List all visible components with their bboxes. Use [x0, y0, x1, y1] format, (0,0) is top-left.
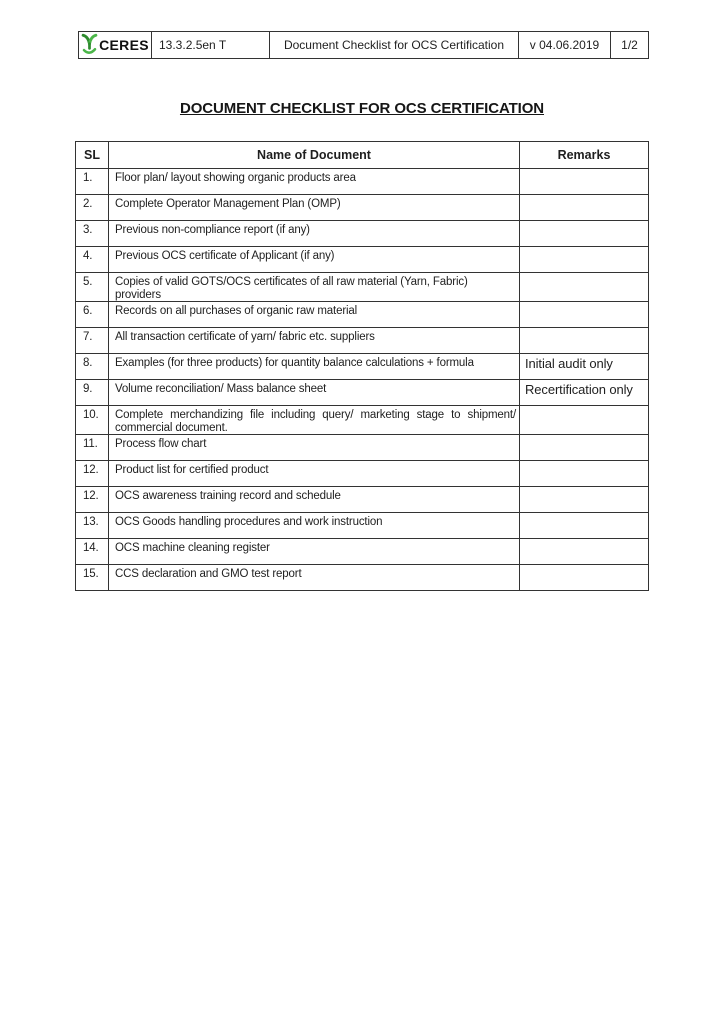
checklist-header-row — [76, 142, 649, 169]
table-row — [76, 487, 649, 513]
header-row — [79, 32, 649, 59]
row-serial-number: 3. — [76, 221, 109, 247]
document-version: v 04.06.2019 — [519, 32, 611, 59]
row-serial-number: 13. — [76, 513, 109, 539]
table-row — [76, 354, 649, 380]
table-row — [76, 328, 649, 354]
row-remarks — [520, 302, 649, 328]
row-document-name: Volume reconciliation/ Mass balance sheet — [109, 380, 520, 406]
page-title: DOCUMENT CHECKLIST FOR OCS CERTIFICATION — [179, 100, 545, 117]
column-header-name: Name of Document — [109, 142, 520, 169]
row-remarks — [520, 565, 649, 591]
row-document-name: OCS awareness training record and schedule — [109, 487, 520, 513]
document-header-table — [78, 31, 649, 59]
row-document-name: CCS declaration and GMO test report — [109, 565, 520, 591]
row-document-name: Complete Operator Management Plan (OMP) — [109, 195, 520, 221]
row-remarks — [520, 435, 649, 461]
row-serial-number: 15. — [76, 565, 109, 591]
row-remarks — [520, 247, 649, 273]
row-serial-number: 1. — [76, 169, 109, 195]
table-row — [76, 539, 649, 565]
row-remarks: Recertification only — [520, 380, 649, 406]
table-row — [76, 461, 649, 487]
row-document-name: All transaction certificate of yarn/ fabric etc. suppliers — [109, 328, 520, 354]
table-row — [76, 273, 649, 302]
row-document-name: Previous non-compliance report (if any) — [109, 221, 520, 247]
table-row — [76, 247, 649, 273]
row-serial-number: 8. — [76, 354, 109, 380]
checklist-table — [75, 141, 649, 591]
row-remarks — [520, 487, 649, 513]
ceres-logo — [81, 33, 149, 57]
table-row — [76, 435, 649, 461]
row-remarks — [520, 273, 649, 302]
row-document-name: OCS machine cleaning register — [109, 539, 520, 565]
row-remarks — [520, 169, 649, 195]
row-document-name: OCS Goods handling procedures and work instruction — [109, 513, 520, 539]
document-header-title: Document Checklist for OCS Certification — [270, 32, 519, 59]
row-serial-number: 9. — [76, 380, 109, 406]
table-row — [76, 513, 649, 539]
logo-cell — [79, 32, 152, 59]
row-serial-number: 4. — [76, 247, 109, 273]
row-remarks — [520, 461, 649, 487]
row-document-name: Complete merchandizing file including query/ marketing stage to shipment/ commercial document. — [109, 406, 520, 435]
row-remarks — [520, 406, 649, 435]
row-document-name: Floor plan/ layout showing organic products area — [109, 169, 520, 195]
document-number: 13.3.2.5en T — [152, 32, 270, 59]
row-document-name: Previous OCS certificate of Applicant (if any) — [109, 247, 520, 273]
table-row — [76, 406, 649, 435]
row-remarks — [520, 195, 649, 221]
ceres-person-icon — [81, 33, 98, 57]
row-serial-number: 12. — [76, 487, 109, 513]
row-serial-number: 11. — [76, 435, 109, 461]
table-row — [76, 195, 649, 221]
row-serial-number: 12. — [76, 461, 109, 487]
row-document-name: Records on all purchases of organic raw material — [109, 302, 520, 328]
row-remarks: Initial audit only — [520, 354, 649, 380]
column-header-remarks: Remarks — [520, 142, 649, 169]
row-remarks — [520, 539, 649, 565]
row-remarks — [520, 328, 649, 354]
row-document-name: Process flow chart — [109, 435, 520, 461]
row-serial-number: 10. — [76, 406, 109, 435]
row-document-name: Copies of valid GOTS/OCS certificates of all raw material (Yarn, Fabric) providers — [109, 273, 520, 302]
row-serial-number: 5. — [76, 273, 109, 302]
ceres-logo-text: CERES — [99, 37, 149, 53]
document-page-number: 1/2 — [611, 32, 649, 59]
table-row — [76, 221, 649, 247]
row-serial-number: 7. — [76, 328, 109, 354]
row-remarks — [520, 221, 649, 247]
row-serial-number: 14. — [76, 539, 109, 565]
table-row — [76, 380, 649, 406]
table-row — [76, 565, 649, 591]
column-header-sl: SL — [76, 142, 109, 169]
row-serial-number: 6. — [76, 302, 109, 328]
table-row — [76, 302, 649, 328]
row-serial-number: 2. — [76, 195, 109, 221]
row-document-name: Product list for certified product — [109, 461, 520, 487]
table-row — [76, 169, 649, 195]
row-document-name: Examples (for three products) for quantity balance calculations + formula — [109, 354, 520, 380]
row-remarks — [520, 513, 649, 539]
